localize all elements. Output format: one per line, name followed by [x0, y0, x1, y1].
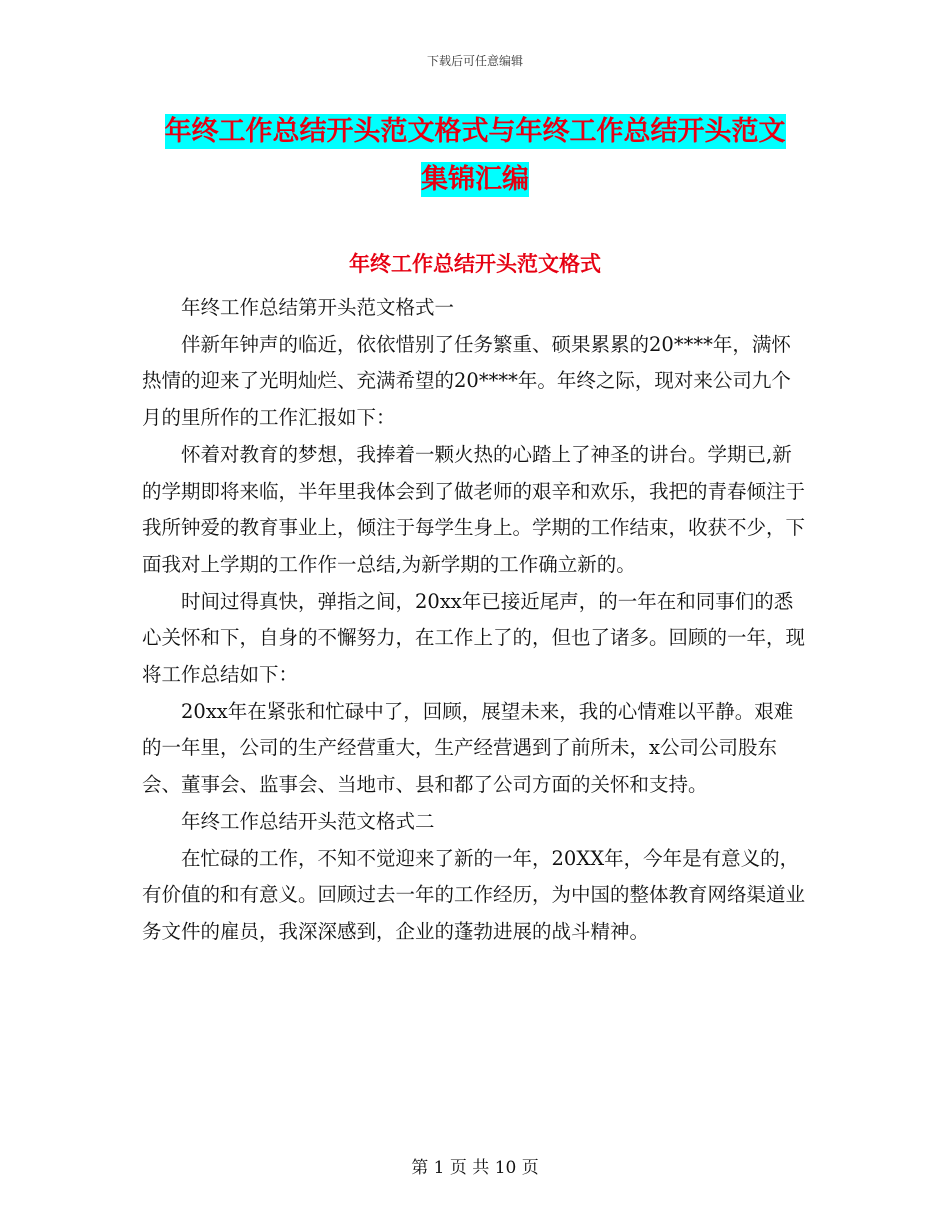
header-note: 下载后可任意编辑: [426, 54, 523, 68]
paragraph-subheading-2: 年终工作总结开头范文格式二: [181, 809, 435, 833]
document-title: [0, 108, 950, 204]
paragraph: 在忙碌的工作，不知不觉迎来了新的一年，20XX年，今年是有意义的，有价值的和有意义。回顾过去一年的工作经历，为中国的整体教育网络渠道业务文件的雇员，我深深感到，企业的蓬勃进展的战斗精神。: [142, 846, 806, 943]
title-line-2: 集锦汇编: [421, 164, 529, 195]
paragraph: 时间过得真快，弹指之间，20xx年已接近尾声，的一年在和同事们的悉心关怀和下，自身的不懈努力，在工作上了的，但也了诸多。回顾的一年，现将工作总结如下：: [142, 589, 806, 687]
paragraph: 20xx年在紧张和忙碌中了，回顾，展望未来，我的心情难以平静。艰难的一年里，公司的生产经营重大，生产经营遇到了前所未，x公司公司股东会、董事会、监事会、当地市、县和都了公司方面的关怀和支持。: [142, 699, 794, 797]
paragraph: 伴新年钟声的临近，依依惜别了任务繁重、硕果累累的20****年，满怀热情的迎来了光明灿烂、充满希望的20****年。年终之际，现对来公司九个月的里所作的工作汇报如下：: [142, 332, 791, 430]
paragraph-subheading-1: 年终工作总结第开头范文格式一: [181, 296, 455, 319]
page-footer: 第 1 页 共 10 页: [411, 1158, 539, 1178]
paragraph: 怀着对教育的梦想，我捧着一颗火热的心踏上了神圣的讲台。学期已,新的学期即将来临，半年里我体会到了做老师的艰辛和欢乐，我把的青春倾注于我所钟爱的教育事业上，倾注于每学生身上。学期的工作结束，收获不少，下面我对上学期的工作作一总结,为新学期的工作确立新的。: [142, 442, 806, 576]
title-line-1: 年终工作总结开头范文格式与年终工作总结开头范文: [164, 116, 786, 147]
section-heading: 年终工作总结开头范文格式: [349, 252, 601, 276]
document-body: [142, 290, 808, 951]
